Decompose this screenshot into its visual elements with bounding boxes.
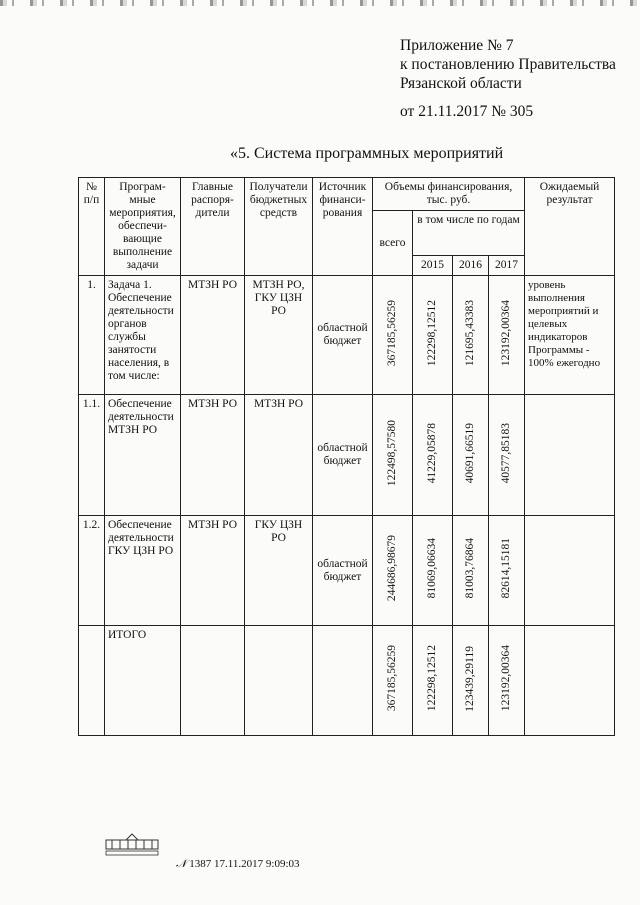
cell-2017 [489,395,525,516]
value-total: 367185,56259 [386,299,398,367]
cell-2016 [453,516,489,626]
table-row [79,276,615,395]
value-2015: 41229,05878 [426,422,438,484]
cell-2017 [489,516,525,626]
cell-total [373,516,413,626]
cell-source: областной бюджет [313,395,373,516]
cell-result [525,516,615,626]
value-2016: 81003,76864 [464,538,476,599]
cell-2016 [453,395,489,516]
cell-2015 [413,626,453,736]
cell-recipient: ГКУ ЦЗН РО [245,516,313,626]
appendix-line-3: Рязанской области [400,75,522,92]
scan-edge-artifact [0,0,640,6]
cell-recipient [245,626,313,736]
value-2015: 122298,12512 [426,645,438,712]
value-2017: 123192,00364 [500,299,513,367]
stamp-text: 1387 17.11.2017 9:09:03 [189,858,300,870]
appendix-line-1: Приложение № 7 [400,37,514,54]
cell-manager: МТЗН РО [181,516,245,626]
cell-num [79,626,105,736]
cell-2017 [489,276,525,395]
appendix-line-2: к постановлению Правительства [400,56,616,73]
cell-recipient: МТЗН РО, ГКУ ЦЗН РО [245,276,313,395]
cell-measure: Обеспечение деятельности МТЗН РО [105,395,181,516]
table-row [79,516,615,626]
registry-seal-icon [102,832,162,858]
header-year-2016: 2016 [453,256,489,276]
cell-manager: МТЗН РО [181,276,245,395]
stamp-mark-icon: 𝒩 [176,858,187,870]
cell-total [373,276,413,395]
value-2015: 81069,06634 [426,538,438,599]
cell-num: 1.2. [79,516,105,626]
cell-total [373,395,413,516]
cell-source: областной бюджет [313,516,373,626]
value-2016: 123439,29119 [464,645,476,712]
value-2017: 123192,00364 [500,645,513,712]
cell-2015 [413,516,453,626]
cell-2016 [453,276,489,395]
value-2016: 40691,66519 [464,422,476,484]
cell-measure: ИТОГО [105,626,181,736]
header-year-2017: 2017 [489,256,525,276]
cell-source: областной бюджет [313,276,373,395]
value-2015: 122298,12512 [426,299,438,367]
value-total: 367185,56259 [386,645,398,712]
header-result: Ожидаемый результат [525,178,615,276]
cell-measure: Обеспечение деятельности ГКУ ЦЗН РО [105,516,181,626]
cell-2017 [489,626,525,736]
table-header-row [79,178,615,211]
cell-num: 1.1. [79,395,105,516]
header-managers: Главные распоря-дители [181,178,245,276]
value-total: 122498,57580 [386,419,398,487]
header-total: всего [373,211,413,276]
header-financing: Объемы финансирования, тыс. руб. [373,178,525,211]
value-total: 244686,98679 [386,535,398,602]
program-measures-table [78,177,615,736]
registration-stamp [176,858,300,871]
header-recipients: Получатели бюджетных средств [245,178,313,276]
header-year-2015: 2015 [413,256,453,276]
header-by-years: в том числе по годам [413,211,525,256]
resolution-date: от 21.11.2017 № 305 [400,103,534,120]
table-row-total [79,626,615,736]
cell-result [525,626,615,736]
cell-source [313,626,373,736]
value-2016: 121695,43383 [464,299,476,367]
cell-2015 [413,395,453,516]
table-row [79,395,615,516]
appendix-block [400,36,616,93]
value-2017: 40577,85183 [500,422,513,484]
cell-2016 [453,626,489,736]
value-2017: 82614,15181 [500,538,513,599]
header-source: Источник финанси-рования [313,178,373,276]
cell-manager: МТЗН РО [181,395,245,516]
cell-recipient: МТЗН РО [245,395,313,516]
cell-measure: Задача 1. Обеспечение деятельности органов службы занятости населения, в том числе: [105,276,181,395]
header-measures: Програм-мные мероприятия, обеспечи-вающие выполнение задачи [105,178,181,276]
section-title: «5. Система программных мероприятий [230,145,504,162]
cell-result [525,395,615,516]
cell-manager [181,626,245,736]
cell-total [373,626,413,736]
cell-2015 [413,276,453,395]
header-num: № п/п [79,178,105,276]
cell-result: уровень выполнения мероприятий и целевых индикаторов Программы - 100% ежегодно [525,276,615,395]
cell-num: 1. [79,276,105,395]
